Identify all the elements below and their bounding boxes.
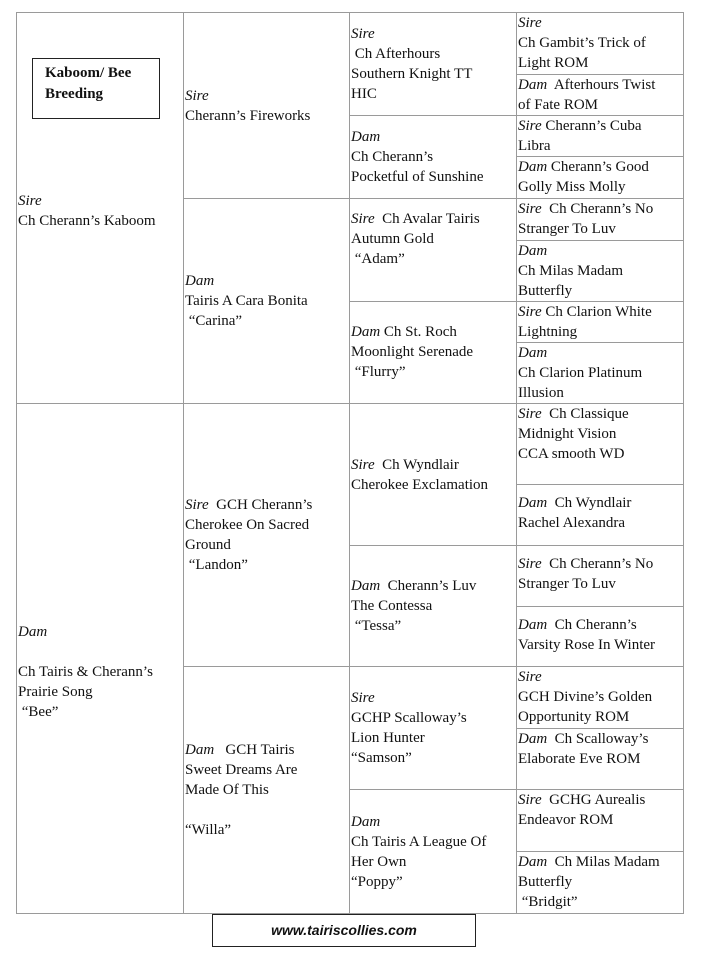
name-line: Golly Miss Molly <box>518 179 626 195</box>
gen4-cell-13 <box>516 666 684 729</box>
role-label: Dam <box>518 495 548 511</box>
gen2-sire-sire-cell <box>183 12 350 199</box>
name-line: Ch Wyndlair <box>374 456 459 473</box>
role-label: Sire <box>518 669 542 685</box>
name-line: Stranger To Luv <box>518 576 616 592</box>
name-line: Ch Afterhours <box>351 46 441 62</box>
gen3-cell-6 <box>349 545 517 667</box>
name-line: GCH Divine’s Golden <box>518 689 653 705</box>
name-line: Ch Tairis & Cherann’s <box>18 663 153 680</box>
gen1-dam-cell <box>16 403 184 914</box>
role-label: Sire <box>518 15 542 31</box>
name-line: Pocketful of Sunshine <box>351 169 484 185</box>
gen3-cell-8 <box>349 789 517 914</box>
role-label: Dam <box>518 617 548 633</box>
name-line: Stranger To Luv <box>518 221 616 237</box>
name-line: Tairis A Cara Bonita <box>185 293 308 309</box>
role-label: Sire <box>351 26 375 42</box>
gen2-dam-sire-cell <box>183 403 350 667</box>
role-label: Sire <box>518 406 542 422</box>
name-line: “Samson” <box>351 750 412 766</box>
name-line: GCH Cherann’s <box>208 497 313 513</box>
name-line: Butterfly <box>518 283 573 299</box>
role-label: Sire <box>351 690 375 706</box>
role-label: Sire <box>351 211 375 227</box>
name-line: Ch Cherann’s Kaboom <box>18 213 156 229</box>
name-line: “Poppy” <box>351 873 403 890</box>
name-line: GCHP Scalloway’s <box>351 710 467 726</box>
gen4-cell-5 <box>516 198 684 241</box>
role-label: Dam <box>518 243 548 259</box>
name-line: Illusion <box>518 385 564 401</box>
name-line: “Tessa” <box>351 618 402 634</box>
name-line: Ch Milas Madam <box>518 263 623 279</box>
name-line: Made Of This <box>185 782 269 798</box>
name-line: GCH Tairis <box>214 742 295 758</box>
role-label: Dam <box>518 854 548 870</box>
role-label: Dam <box>518 345 548 361</box>
role-label: Sire <box>185 87 209 104</box>
name-line: Cherann’s Fireworks <box>185 107 311 124</box>
name-line: Cherann’s Good <box>547 159 649 175</box>
name-line: Ch Cherann’s <box>351 149 434 165</box>
name-line: Cherann’s Luv <box>380 578 477 594</box>
name-line: “Landon” <box>185 557 248 573</box>
role-label: Dam <box>185 742 215 758</box>
name-line: Her Own <box>351 853 407 870</box>
name-line: Lion Hunter <box>351 730 425 746</box>
gen3-cell-4 <box>349 301 517 404</box>
name-line: Ch Clarion Platinum <box>518 365 643 381</box>
role-label: Sire <box>185 497 209 513</box>
name-line: “Bee” <box>18 703 59 720</box>
name-line: of Fate ROM <box>518 97 598 113</box>
name-line: Autumn Gold <box>351 231 434 247</box>
name-line: Ch Clarion White <box>541 304 652 320</box>
name-line: Ch Avalar Tairis <box>374 211 480 227</box>
role-label: Dam <box>351 129 381 145</box>
gen3-cell-2 <box>349 115 517 199</box>
name-line: Moonlight Serenade <box>351 344 474 360</box>
role-label: Sire <box>351 456 375 473</box>
name-line: Prairie Song <box>18 683 93 700</box>
name-line: Ch Milas Madam <box>547 854 660 870</box>
role-label: Dam <box>518 731 548 747</box>
name-line: Ch Gambit’s Trick of <box>518 35 646 51</box>
role-label: Dam <box>351 324 381 340</box>
title-box <box>32 58 160 119</box>
name-line: “Carina” <box>185 313 243 329</box>
name-line: Butterfly <box>518 874 573 890</box>
name-line: Ch Cherann’s No <box>541 556 654 572</box>
gen4-cell-6 <box>516 240 684 302</box>
role-label: Sire <box>518 201 542 217</box>
gen4-cell-4 <box>516 156 684 199</box>
gen2-sire-dam-cell <box>183 198 350 404</box>
name-line: Endeavor ROM <box>518 812 614 828</box>
gen4-cell-14 <box>516 728 684 790</box>
gen4-cell-3 <box>516 115 684 157</box>
name-line: Rachel Alexandra <box>518 515 626 531</box>
role-label: Sire <box>518 304 542 320</box>
name-line: Ch Wyndlair <box>547 495 632 511</box>
gen4-cell-9 <box>516 403 684 485</box>
name-line: Ch Cherann’s No <box>541 201 654 217</box>
name-line: Varsity Rose In Winter <box>518 637 656 653</box>
name-line: Ch Scalloway’s <box>547 731 649 747</box>
gen4-cell-7 <box>516 301 684 343</box>
name-line: “Adam” <box>351 251 405 267</box>
role-label: Sire <box>518 556 542 572</box>
name-line: Ch Classique <box>541 406 629 422</box>
name-line: Libra <box>518 138 551 154</box>
gen4-cell-10 <box>516 484 684 546</box>
gen4-cell-11 <box>516 545 684 607</box>
gen4-cell-1 <box>516 12 684 75</box>
page-title: Kaboom/ Bee Breeding <box>45 65 132 102</box>
name-line: Cherann’s Cuba <box>541 118 642 134</box>
name-line: Afterhours Twist <box>547 77 656 93</box>
name-line: Elaborate Eve ROM <box>518 751 641 767</box>
name-line: Midnight Vision <box>518 426 617 442</box>
role-label: Dam <box>351 578 381 594</box>
gen3-cell-5 <box>349 403 517 546</box>
gen3-cell-3 <box>349 198 517 302</box>
gen4-cell-15 <box>516 789 684 852</box>
role-label: Dam <box>518 77 548 93</box>
website-link[interactable]: www.tairiscollies.com <box>271 922 417 938</box>
role-label: Sire <box>18 193 42 209</box>
name-line: HIC <box>351 86 377 102</box>
website-footer[interactable] <box>212 914 476 947</box>
name-line: Light ROM <box>518 55 589 71</box>
gen4-cell-2 <box>516 74 684 116</box>
role-label: Dam <box>185 273 215 289</box>
gen4-cell-8 <box>516 342 684 404</box>
name-line: CCA smooth WD <box>518 446 625 462</box>
name-line: Southern Knight TT <box>351 66 473 82</box>
name-line: Opportunity ROM <box>518 709 630 725</box>
name-line: Ch St. Roch <box>380 324 457 340</box>
name-line: Lightning <box>518 324 578 340</box>
name-line: “Willa” <box>185 822 232 838</box>
gen4-cell-12 <box>516 606 684 667</box>
name-line: Sweet Dreams Are <box>185 762 298 778</box>
name-line: Cherokee Exclamation <box>351 476 489 493</box>
role-label: Dam <box>351 813 381 830</box>
name-line: GCHG Aurealis <box>541 792 646 808</box>
name-line: “Bridgit” <box>518 894 578 910</box>
gen2-dam-dam-cell <box>183 666 350 914</box>
name-line: Ground <box>185 537 231 553</box>
gen4-cell-16 <box>516 851 684 914</box>
role-label: Dam <box>18 623 48 640</box>
role-label: Sire <box>518 792 542 808</box>
gen3-cell-1 <box>349 12 517 116</box>
gen3-cell-7 <box>349 666 517 790</box>
role-label: Sire <box>518 118 542 134</box>
name-line: Ch Cherann’s <box>547 617 637 633</box>
name-line: Ch Tairis A League Of <box>351 833 487 850</box>
name-line: “Flurry” <box>351 364 406 380</box>
pedigree-table <box>16 12 684 914</box>
role-label: Dam <box>518 159 548 175</box>
name-line: The Contessa <box>351 598 433 614</box>
name-line: Cherokee On Sacred <box>185 517 310 533</box>
